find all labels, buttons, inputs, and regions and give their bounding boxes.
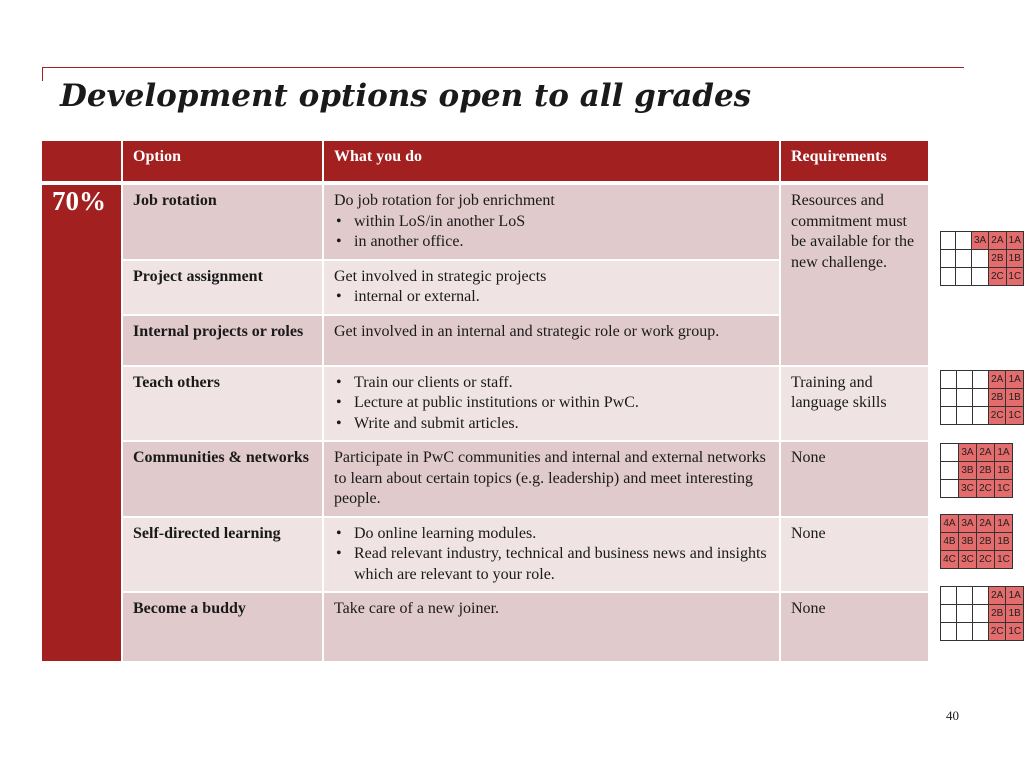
top-rule-tick [42, 67, 43, 81]
what-cell: Participate in PwC communities and internal and external networks to learn about certain topics (e.g. leadership) and meet interesting people. [324, 442, 781, 518]
top-rule [42, 67, 964, 68]
grade-cell: 1C [1006, 407, 1024, 425]
percent-cell: 70% [42, 185, 123, 663]
grade-cell [972, 605, 988, 623]
requirement-cell: Training and language skills [781, 367, 930, 443]
requirement-cell: None [781, 593, 930, 663]
grade-cell: 2B [988, 605, 1006, 623]
grade-cell [941, 371, 957, 389]
grade-cell [941, 587, 957, 605]
what-text: Get involved in strategic projects [334, 267, 547, 285]
grade-cell: 2B [977, 533, 995, 551]
grade-cell [971, 268, 988, 286]
option-cell: Become a buddy [123, 593, 324, 663]
grade-cell: 1C [995, 480, 1013, 498]
grade-cell [941, 389, 957, 407]
grade-cell [941, 250, 956, 268]
grade-cell [956, 407, 972, 425]
grade-grid-row [941, 462, 1013, 480]
grade-cell [972, 407, 988, 425]
grade-cell [956, 587, 972, 605]
grade-cell: 2C [977, 480, 995, 498]
grade-cell: 4A [941, 515, 959, 533]
table-row [42, 593, 930, 663]
bullet-item: • in another office. [354, 232, 769, 253]
grade-cell [972, 587, 988, 605]
what-cell [324, 367, 781, 443]
what-cell: Take care of a new joiner. [324, 593, 781, 663]
grade-cell [941, 480, 959, 498]
grade-cell: 1C [1006, 623, 1024, 641]
header-option: Option [123, 141, 324, 185]
grade-grid-row [941, 389, 1024, 407]
grade-cell: 3A [959, 444, 977, 462]
grade-cell [941, 444, 959, 462]
page-number: 40 [946, 708, 959, 723]
grade-grid-row [941, 444, 1013, 462]
grade-cell: 1A [1006, 371, 1024, 389]
grade-cell [941, 407, 957, 425]
grade-cell [972, 371, 988, 389]
grade-cell: 1A [1006, 587, 1024, 605]
table-row [42, 442, 930, 518]
option-cell: Internal projects or roles [123, 316, 324, 367]
grade-cell: 4B [941, 533, 959, 551]
table-row [42, 367, 930, 443]
grade-grid [940, 586, 1024, 641]
option-cell: Project assignment [123, 261, 324, 316]
grade-cell [941, 462, 959, 480]
grade-cell: 2A [977, 444, 995, 462]
grade-grid-row [941, 250, 1024, 268]
grade-cell: 2C [977, 551, 995, 569]
page-title: Development options open to all grades [60, 78, 752, 114]
header-what-you-do: What you do [324, 141, 781, 185]
grade-cell: 2A [988, 587, 1006, 605]
grade-cell: 3C [959, 551, 977, 569]
grade-cell: 1C [1006, 268, 1023, 286]
bullet-item: • Lecture at public institutions or within PwC. [354, 393, 769, 414]
header-requirements: Requirements [781, 141, 930, 185]
grade-cell [941, 268, 956, 286]
development-options-table [42, 141, 930, 663]
grade-cell: 2C [988, 623, 1006, 641]
grade-grid-row [941, 587, 1024, 605]
bullet-item: • Train our clients or staff. [354, 373, 769, 394]
grade-cell: 1B [995, 533, 1013, 551]
grade-cell: 4C [941, 551, 959, 569]
bullet-item: • Do online learning modules. [354, 524, 769, 545]
table-header-row [42, 141, 930, 185]
requirement-cell-merged: Resources and commitment must be available for the new challenge. [781, 185, 930, 367]
what-cell [324, 518, 781, 594]
grade-grid [940, 443, 1013, 498]
grade-grid-row [941, 551, 1013, 569]
grade-cell [956, 389, 972, 407]
option-cell: Self-directed learning [123, 518, 324, 594]
grade-cell [941, 605, 957, 623]
bullet-item: • Read relevant industry, technical and business news and insights which are relevant to your role. [354, 544, 769, 585]
grade-cell: 2C [988, 407, 1006, 425]
grade-grid-row [941, 623, 1024, 641]
header-blank-cell [42, 141, 123, 185]
grade-grid-row [941, 407, 1024, 425]
grade-grid-row [941, 232, 1024, 250]
grade-cell [956, 232, 971, 250]
grade-grid [940, 370, 1024, 425]
grade-cell [956, 250, 971, 268]
grade-cell [972, 389, 988, 407]
table-row [42, 518, 930, 594]
grade-cell: 1B [1006, 605, 1024, 623]
what-cell [324, 261, 781, 316]
what-text: Do job rotation for job enrichment [334, 192, 555, 209]
grade-grid-row [941, 480, 1013, 498]
requirement-cell: None [781, 518, 930, 594]
bullet-list [334, 212, 769, 253]
grade-cell: 2B [988, 389, 1006, 407]
grade-cell [956, 623, 972, 641]
grade-grid [940, 231, 1024, 286]
bullet-list [334, 287, 769, 308]
grade-cell: 3B [959, 533, 977, 551]
grade-cell: 2A [988, 371, 1006, 389]
grade-grid-row [941, 515, 1013, 533]
grade-cell [941, 232, 956, 250]
what-cell: Get involved in an internal and strategic role or work group. [324, 316, 781, 367]
grade-cell: 1B [995, 462, 1013, 480]
bullet-item: • within LoS/in another LoS [354, 212, 769, 233]
grade-cell: 1A [1006, 232, 1023, 250]
grade-cell [956, 268, 971, 286]
bullet-item: • internal or external. [354, 287, 769, 308]
grade-cell: 1A [995, 444, 1013, 462]
grade-grid-row [941, 371, 1024, 389]
option-cell: Communities & networks [123, 442, 324, 518]
table-row [42, 185, 930, 261]
grade-cell: 1C [995, 551, 1013, 569]
grade-cell: 2A [977, 515, 995, 533]
grade-cell: 2A [989, 232, 1006, 250]
grade-cell: 3B [959, 462, 977, 480]
grade-cell [956, 605, 972, 623]
bullet-list [334, 373, 769, 435]
grade-grid [940, 514, 1013, 569]
option-cell: Job rotation [123, 185, 324, 261]
grade-cell: 2B [989, 250, 1006, 268]
grade-cell: 2C [989, 268, 1006, 286]
grade-cell: 1B [1006, 389, 1024, 407]
grade-cell: 3C [959, 480, 977, 498]
grade-cell [956, 371, 972, 389]
option-cell: Teach others [123, 367, 324, 443]
grade-cell: 2B [977, 462, 995, 480]
grade-cell: 1A [995, 515, 1013, 533]
grade-cell: 1B [1006, 250, 1023, 268]
grade-cell [941, 623, 957, 641]
requirement-cell: None [781, 442, 930, 518]
grade-cell [971, 250, 988, 268]
grade-grid-row [941, 533, 1013, 551]
grade-cell: 3A [959, 515, 977, 533]
grade-grid-row [941, 268, 1024, 286]
grade-grid-row [941, 605, 1024, 623]
bullet-list [334, 524, 769, 586]
grade-cell [972, 623, 988, 641]
what-cell [324, 185, 781, 261]
bullet-item: • Write and submit articles. [354, 414, 769, 435]
grade-cell: 3A [971, 232, 988, 250]
